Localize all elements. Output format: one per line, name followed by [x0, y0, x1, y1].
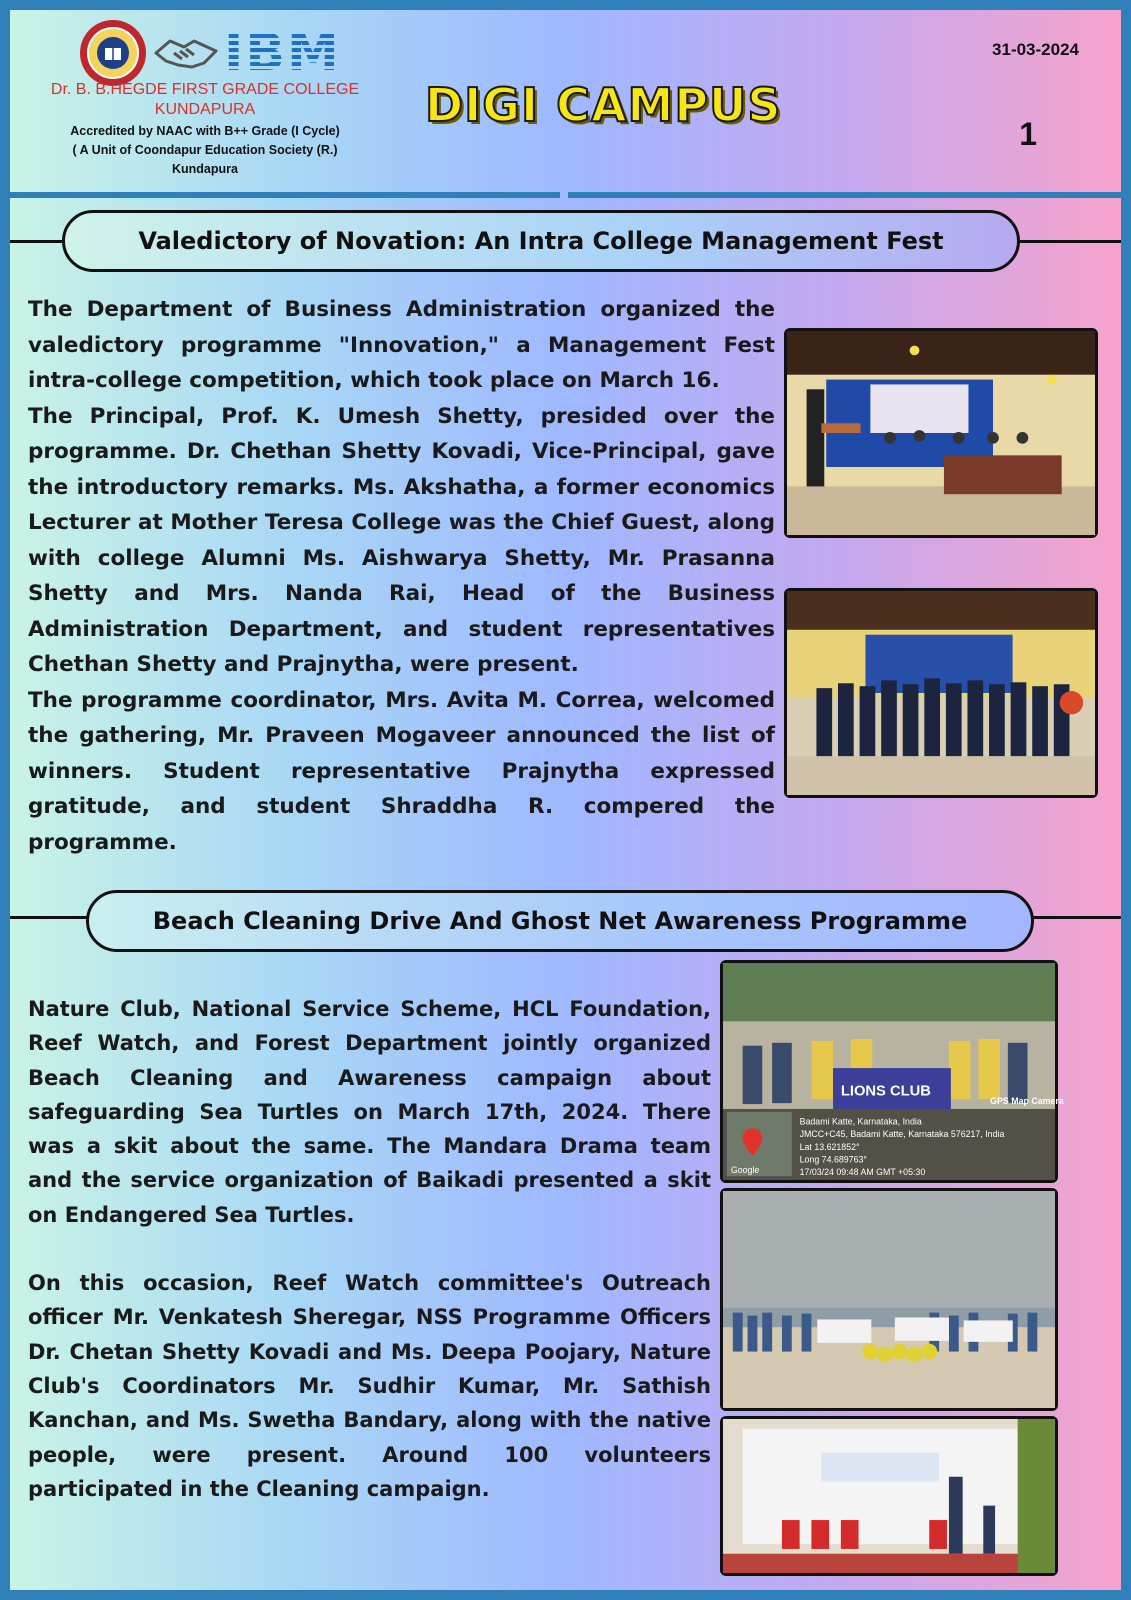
photo-skit-stage	[720, 1416, 1058, 1576]
newsletter-page	[10, 10, 1121, 1590]
gps-timestamp: 17/03/24 09:48 AM GMT +05:30	[799, 1167, 926, 1178]
gps-address: JMCC+C45, Badami Katte, Karnataka 576217, India	[799, 1129, 1005, 1140]
photo-winners-group	[784, 588, 1098, 798]
section2-rule-right	[1030, 916, 1121, 919]
college-name-line2: KUNDAPURA	[154, 101, 256, 118]
section2-heading: Beach Cleaning Drive And Ghost Net Awareness Programme	[86, 890, 1034, 952]
photo-valedictory-stage	[784, 328, 1098, 538]
section2-paragraph: On this occasion, Reef Watch committee's Outreach officer Mr. Venkatesh Sheregar, NSS Programme Officers Dr. Chetan Shetty Kovadi and Ms. Deepa Poojary, Nature Club's Coordinators Mr. Sudhir Kumar, Mr. Sathish Kanchan, and Ms. Swetha Bandary, along with the native people, were present. Around 100 volunteers participated in the Cleaning campaign.	[28, 1271, 711, 1501]
section2-paragraph: Nature Club, National Service Scheme, HCL Foundation, Reef Watch, and Forest Department jointly organized Beach Cleaning and Awareness campaign about safeguarding Sea Turtles on March 17th, 2024. There was a skit about the same. The Mandara Drama team and the service organization of Baikadi presented a skit on Endangered Sea Turtles.	[28, 997, 711, 1227]
unit-text: ( A Unit of Coondapur Education Society (R.)	[72, 143, 338, 157]
newsletter-title: DIGI CAMPUS	[425, 78, 782, 132]
lions-club-banner: LIONS CLUB	[840, 1083, 931, 1100]
handshake-icon	[154, 33, 218, 73]
section2-body	[28, 992, 711, 1506]
place-text: Kundapura	[172, 162, 238, 176]
ibm-logo: IBM	[224, 23, 341, 83]
section1-rule-right	[1016, 240, 1121, 243]
photo-lions-club-beach	[720, 960, 1064, 1183]
college-name	[10, 80, 400, 120]
gps-longitude: Long 74.689763°	[799, 1154, 867, 1165]
gps-location: Badami Katte, Karnataka, India	[799, 1116, 922, 1127]
gps-app-label: GPS Map Camera	[990, 1096, 1064, 1107]
header-divider-right	[568, 192, 1121, 198]
page-number: 1	[1019, 116, 1037, 152]
college-seal-icon	[78, 18, 148, 88]
section1-rule-left	[10, 240, 66, 243]
gps-latitude: Lat 13.621852°	[799, 1141, 860, 1152]
college-name-line1: Dr. B. B.HEGDE FIRST GRADE COLLEGE	[50, 81, 360, 98]
accreditation-text: Accredited by NAAC with B++ Grade (I Cycle)	[70, 124, 340, 138]
issue-date: 31-03-2024	[992, 40, 1079, 59]
logo-row	[78, 18, 341, 88]
section1-paragraph: The Principal, Prof. K. Umesh Shetty, presided over the programme. Dr. Chethan Shetty Kovadi, Vice-Principal, gave the introductory remarks. Ms. Akshatha, a former economics Lecturer at Mother Teresa College was the Chief Guest, along with college Alumni Ms. Aishwarya Shetty, Mr. Prasanna Shetty and Mrs. Nanda Rai, Head of the Business Administration Department, and student representatives Chethan Shetty and Prajnytha, were present.	[28, 403, 775, 677]
section1-paragraph: The Department of Business Administration organized the valedictory programme "Innovation," a Management Fest intra-college competition, which took place on March 16.	[28, 297, 775, 393]
section1-paragraph: The programme coordinator, Mrs. Avita M. Correa, welcomed the gathering, Mr. Praveen Mogaveer announced the list of winners. Student representative Prajnytha expressed gratitude, and student Shraddha R. compered the programme.	[28, 687, 775, 855]
section2-rule-left	[10, 916, 90, 919]
header-divider-left	[10, 192, 560, 198]
photo-beach-volunteers	[720, 1188, 1058, 1411]
section1-heading: Valedictory of Novation: An Intra College Management Fest	[62, 210, 1020, 272]
map-provider-label: Google	[730, 1165, 760, 1176]
college-details	[10, 122, 400, 179]
section1-body	[28, 292, 775, 860]
header	[10, 10, 1121, 192]
